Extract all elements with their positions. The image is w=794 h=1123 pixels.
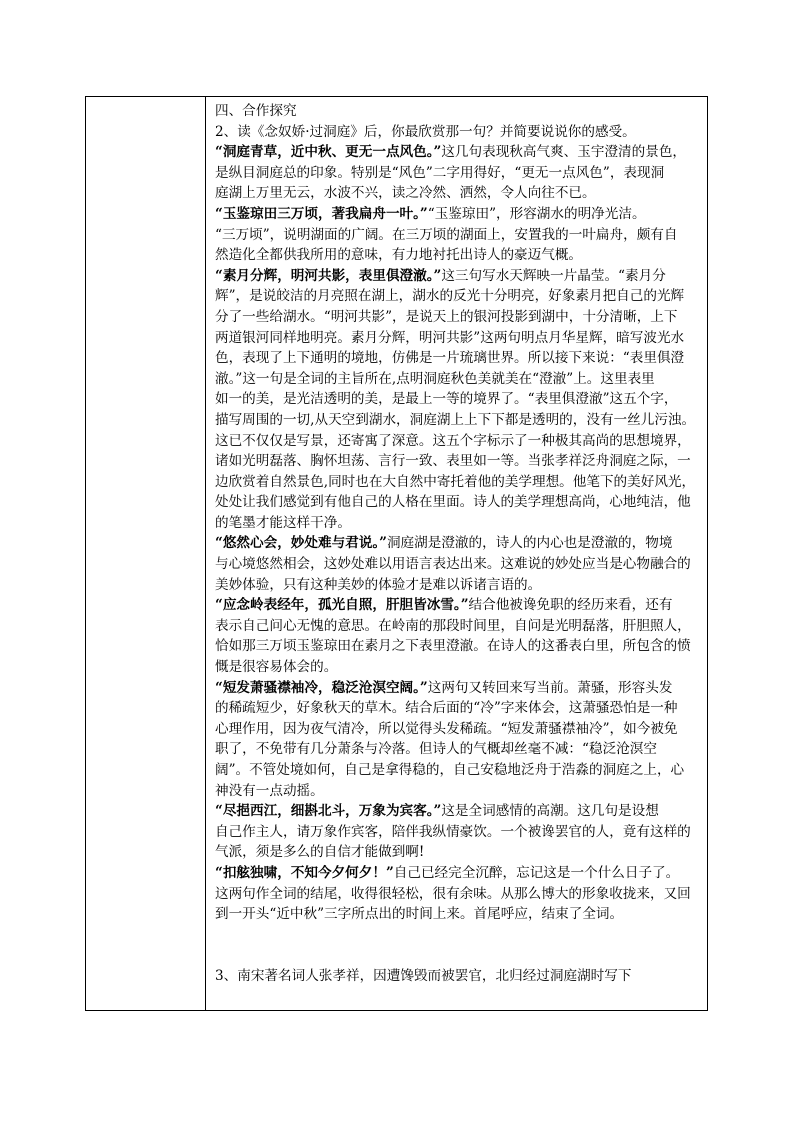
commentary-text: 阔”。不管处境如何，自己是拿得稳的，自己安稳地泛舟于浩淼的洞庭之上，心 xyxy=(215,762,685,778)
analysis-line xyxy=(215,513,699,534)
quoted-verse: “悠然心会，妙处难与君说。” xyxy=(215,535,387,552)
analysis-line xyxy=(215,822,699,843)
commentary-text: 的稀疏短少，好象秋天的草木。结合后面的“冷”字来体会，这萧骚恐怕是一种 xyxy=(215,700,678,717)
commentary-text: “三万顷”，说明湖面的广阔。在三万顷的湖面上，安置我的一叶扁舟，颇有自 xyxy=(215,226,678,243)
commentary-text: 色，表现了上下通明的境地，仿佛是一片琉璃世界。所以接下来说：“表里俱澄 xyxy=(215,350,685,367)
quoted-verse: “扣舷独啸，不知今夕何夕！” xyxy=(215,864,394,881)
analysis-line xyxy=(215,904,699,925)
commentary-text: 心理作用，因为夜气清冷，所以觉得头发稀疏。“短发萧骚襟袖冷”，如今被免 xyxy=(215,720,678,737)
commentary-text: 分了一些给湖水。“明河共影”，是说天上的银河投影到湖中，十分清晰，上下 xyxy=(215,308,678,325)
analysis-line xyxy=(215,266,699,287)
analysis-line xyxy=(215,863,699,884)
commentary-text: 洞庭湖是澄澈的，诗人的内心也是澄澈的，物境 xyxy=(386,535,673,552)
quoted-verse: “尽挹西江，细斟北斗，万象为宾客。” xyxy=(215,803,442,820)
quoted-verse: “短发萧骚襟袖冷，稳泛沧溟空阔。” xyxy=(215,679,428,696)
analysis-line xyxy=(215,657,699,678)
analysis-line xyxy=(215,389,699,410)
analysis-line xyxy=(215,533,699,554)
analysis-line xyxy=(215,842,699,863)
analysis-line xyxy=(215,328,699,349)
analysis-line xyxy=(215,348,699,369)
analysis-text xyxy=(215,142,699,925)
analysis-line xyxy=(215,410,699,431)
commentary-text: 诸如光明磊落、胸怀坦荡、言行一致、表里如一等。当张孝祥泛舟洞庭之际，一 xyxy=(215,453,691,470)
analysis-line xyxy=(215,431,699,452)
commentary-text: 两道银河同样地明亮。素月分辉，明河共影”这两句明点月华星辉，暗写波光水 xyxy=(215,329,685,346)
content-cell xyxy=(206,97,707,1010)
commentary-text: 表示自己问心无愧的意思。在岭南的那段时间里，自问是光明磊落，肝胆照人， xyxy=(215,617,691,634)
commentary-text: 自己作主人，请万象作宾客，陪伴我纵情豪饮。一个被谗罢官的人，竟有这样的 xyxy=(215,823,691,840)
analysis-line xyxy=(215,719,699,740)
quoted-verse: “素月分辉，明河共影，表里俱澄澈。” xyxy=(215,267,442,284)
commentary-text: 这两句又转回来写当前。萧骚，形容头发 xyxy=(427,679,673,696)
analysis-line xyxy=(215,739,699,760)
commentary-text: 澈。”这一句是全词的主旨所在,点明洞庭秋色美就美在“澄澈”上。这里表里 xyxy=(215,370,655,387)
analysis-line xyxy=(215,575,699,596)
analysis-line xyxy=(215,369,699,390)
left-column-cell xyxy=(86,97,206,1010)
commentary-text: 描写周围的一切,从天空到湖水，洞庭湖上上下下都是透明的，没有一丝儿污浊。 xyxy=(215,411,696,428)
commentary-text: 处处让我们感觉到有他自己的人格在里面。诗人的美学理想高尚，心地纯洁，他 xyxy=(215,494,691,511)
commentary-text: 神没有一点动摇。 xyxy=(215,782,324,799)
analysis-line xyxy=(215,307,699,328)
analysis-line xyxy=(215,698,699,719)
analysis-line xyxy=(215,781,699,802)
analysis-line xyxy=(215,451,699,472)
analysis-line xyxy=(215,204,699,225)
commentary-text: 恰如那三万顷玉鉴琼田在素月之下表里澄澈。在诗人的这番表白里，所包含的愤 xyxy=(215,638,691,655)
analysis-line xyxy=(215,492,699,513)
commentary-text: 这是全词感情的高潮。这几句是设想 xyxy=(441,803,659,820)
analysis-line xyxy=(215,142,699,163)
section-title: 四、合作探究 xyxy=(215,103,297,119)
analysis-line xyxy=(215,245,699,266)
commentary-text: 气派，须是多么的自信才能做到啊! xyxy=(215,844,425,861)
commentary-text: 职了，不免带有几分萧条与冷落。但诗人的气概却丝毫不减：“稳泛沧溟空 xyxy=(215,741,657,758)
commentary-text: 是纵目洞庭总的印象。特别是“风色”二字用得好，“更无一点风色”，表现洞 xyxy=(215,164,665,181)
commentary-text: 如一的美，是光洁透明的美，是最上一等的境界了。“表里俱澄澈”这五个字， xyxy=(215,391,678,408)
commentary-text: 的笔墨才能这样干净。 xyxy=(215,514,351,531)
analysis-line xyxy=(215,636,699,657)
analysis-line xyxy=(215,760,699,781)
commentary-text: 结合他被谗免职的经历来看，还有 xyxy=(468,597,673,614)
commentary-text: 到一开头“近中秋”三字所点出的时间上来。首尾呼应，结束了全词。 xyxy=(215,906,624,923)
analysis-line xyxy=(215,472,699,493)
commentary-text: 辉”，是说皎洁的月亮照在湖上，湖水的反光十分明亮，好象素月把自己的光辉 xyxy=(215,288,685,305)
commentary-text: 边欣赏着自然景色,同时也在大自然中寄托着他的美学理想。他笔下的美好风光， xyxy=(215,473,696,490)
commentary-text: 美妙体验，只有这种美妙的体验才是难以诉诸言语的。 xyxy=(215,576,542,593)
commentary-text: 这几句表现秋高气爽、玉宇澄清的景色， xyxy=(441,144,687,161)
analysis-line xyxy=(215,225,699,246)
analysis-line xyxy=(215,554,699,575)
question-2: 2、读《念奴娇·过洞庭》后，你最欣赏那一句？并简要说说你的感受。 xyxy=(215,123,636,140)
quoted-verse: “应念岭表经年，孤光自照，肝胆皆冰雪。” xyxy=(215,597,469,614)
commentary-text: “玉鉴琼田”，形容湖水的明净光洁。 xyxy=(427,205,646,222)
question-3: 3、南宋著名词人张孝祥，因遭馋毁而被罢官，北归经过洞庭湖时写下 xyxy=(215,967,632,984)
commentary-text: 庭湖上万里无云，水波不兴，读之冷然、洒然，令人向往不已。 xyxy=(215,185,596,202)
worksheet-table xyxy=(85,96,708,1011)
analysis-line xyxy=(215,183,699,204)
commentary-text: 然造化全都供我所用的意味，有力地衬托出诗人的豪迈气概。 xyxy=(215,247,583,264)
commentary-text: 与心境悠然相会，这妙处难以用语言表达出来。这难说的妙处应当是心物融合的 xyxy=(215,556,691,573)
commentary-text: 慨是很容易体会的。 xyxy=(215,659,338,676)
analysis-line xyxy=(215,616,699,637)
analysis-line xyxy=(215,163,699,184)
analysis-line xyxy=(215,884,699,905)
commentary-text: 这两句作全词的结尾，收得很轻松，很有余味。从那么博大的形象收拢来，又回 xyxy=(215,885,691,902)
analysis-line xyxy=(215,595,699,616)
quoted-verse: “玉鉴琼田三万顷，著我扁舟一叶。” xyxy=(215,205,428,222)
analysis-line xyxy=(215,801,699,822)
analysis-line xyxy=(215,678,699,699)
commentary-text: 这三句写水天辉映一片晶莹。“素月分 xyxy=(441,267,666,284)
commentary-text: 自己已经完全沉醉，忘记这是一个什么日子了。 xyxy=(393,864,680,881)
analysis-line xyxy=(215,286,699,307)
quoted-verse: “洞庭青草，近中秋、更无一点风色。” xyxy=(215,144,442,161)
commentary-text: 这已不仅仅是写景，还寄寓了深意。这五个字标示了一种极其高尚的思想境界， xyxy=(215,432,691,449)
